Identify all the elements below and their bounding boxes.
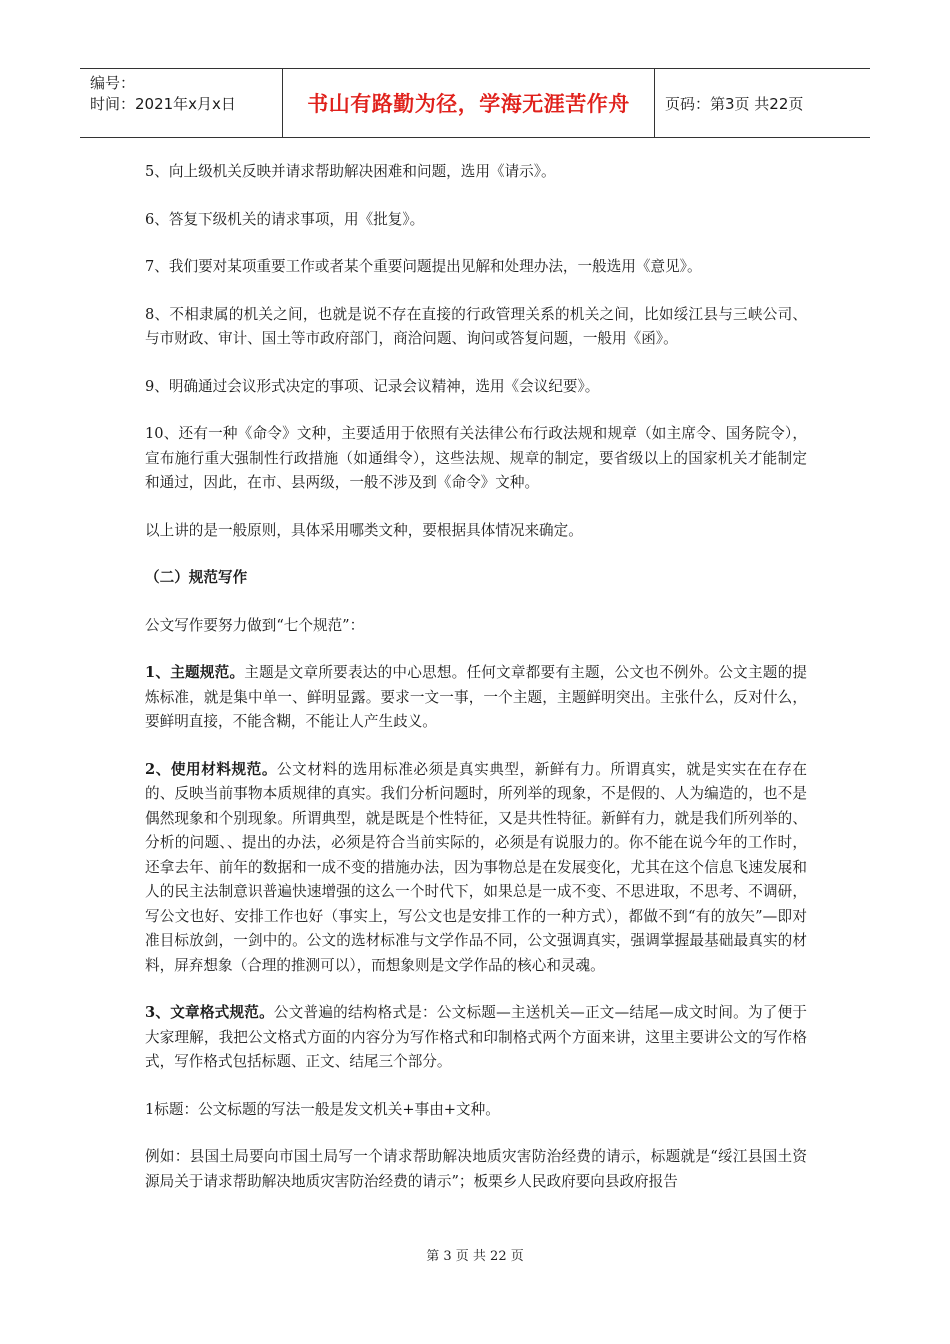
paragraph-text: 1标题：公文标题的写法一般是发文机关+事由+文种。 <box>145 1100 500 1118</box>
section-heading-text: （二）规范写作 <box>145 569 248 586</box>
paragraph <box>145 1145 807 1194</box>
paragraph <box>145 614 807 639</box>
page-footer: 第 3 页 共 22 页 <box>426 1249 524 1264</box>
paragraph-lead: 1、主题规范。 <box>145 664 245 681</box>
header-motto: 书山有路勤为径，学海无涯苦作舟 <box>307 92 630 116</box>
header-motto-cell <box>283 69 655 137</box>
paragraph <box>145 303 807 352</box>
header-page-info: 页码：第3页 共22页 <box>665 94 804 113</box>
paragraph <box>145 255 807 280</box>
paragraph-text: 公文材料的选用标准必须是真实典型，新鲜有力。所谓真实，就是实实在在存在的、反映当前事物本质规律的真实。我们分析问题时，所列举的现象，不是假的、人为编造的，也不是偶然现象和个别现象。所谓典型，就是既是个性特征，又是共性特征。新鲜有力，就是我们所列举的、分析的问题、、提出的办法，必须是符合当前实际的，必须是有说服力的。你不能在说今年的工作时，还拿去年、前年的数据和一成不变的措施办法，因为事物总是在发展变化，尤其在这个信息飞速发展和人的民主法制意识普遍快速增强的这么一个时代下，如果总是一成不变、不思进取，不思考、不调研，写公文也好、安排工作也好（事实上，写公文也是安排工作的一种方式），都做不到“有的放矢”—即对准目标放剑，一剑中的。公文的选材标准与文学作品不同，公文强调真实，强调掌握最基础最真实的材料，屏弃想象（合理的推测可以），而想象则是文学作品的核心和灵魂。 <box>145 760 807 974</box>
paragraph-text: 主题是文章所要表达的中心思想。任何文章都要有主题，公文也不例外。公文主题的提炼标准，就是集中单一、鲜明显露。要求一文一事，一个主题，主题鲜明突出。主张什么，反对什么，要鲜明直接，不能含糊，不能让人产生歧义。 <box>145 664 807 730</box>
paragraph-text: 5、向上级机关反映并请求帮助解决困难和问题，选用《请示》。 <box>145 163 556 180</box>
paragraph <box>145 1098 807 1123</box>
paragraph-text: 9、明确通过会议形式决定的事项、记录会议精神，选用《会议纪要》。 <box>145 377 600 395</box>
paragraph-text: 以上讲的是一般原则，具体采用哪类文种，要根据具体情况来确定。 <box>145 521 583 539</box>
paragraph-text: 例如：县国土局要向市国土局写一个请求帮助解决地质灾害防治经费的请示，标题就是“绥江县国土资源局关于请求帮助解决地质灾害防治经费的请示”；板栗乡人民政府要向县政府报告 <box>145 1148 807 1190</box>
paragraph <box>145 375 807 400</box>
document-date: 时间：2021年x月x日 <box>90 95 236 113</box>
paragraph-text: 6、答复下级机关的请求事项，用《批复》。 <box>145 210 425 228</box>
header-meta <box>80 69 283 137</box>
document-body <box>145 160 807 1217</box>
paragraph <box>145 1001 807 1075</box>
paragraph <box>145 661 807 735</box>
paragraph-text: 公文普遍的结构格式是：公文标题—主送机关—正文—结尾—成文时间。为了便于大家理解，我把公文格式方面的内容分为写作格式和印制格式两个方面来讲，这里主要讲公文的写作格式，写作格式包括标题、正文、结尾三个部分。 <box>145 1004 807 1070</box>
paragraph <box>145 160 807 185</box>
paragraph-lead: 3、文章格式规范。 <box>145 1004 274 1021</box>
document-number-label: 编号： <box>90 74 136 92</box>
paragraph <box>145 758 807 979</box>
paragraph-text: 公文写作要努力做到“七个规范”： <box>145 616 365 634</box>
paragraph <box>145 519 807 544</box>
paragraph-lead: 2、使用材料规范。 <box>145 760 277 778</box>
section-heading <box>145 566 807 591</box>
paragraph-text: 10、还有一种《命令》文种，主要适用于依照有关法律公布行政法规和规章（如主席令、国务院令），宣布施行重大强制性行政措施（如通缉令），这些法规、规章的制定，要省级以上的国家机关才能制定和通过，因此，在市、县两级，一般不涉及到《命令》文种。 <box>145 425 807 491</box>
paragraph-text: 8、不相隶属的机关之间，也就是说不存在直接的行政管理关系的机关之间，比如绥江县与三峡公司、与市财政、审计、国土等市政府部门，商洽问题、询问或答复问题，一般用《函》。 <box>145 305 807 347</box>
paragraph <box>145 422 807 496</box>
page-header <box>80 68 870 138</box>
paragraph-text: 7、我们要对某项重要工作或者某个重要问题提出见解和处理办法，一般选用《意见》。 <box>145 258 702 275</box>
paragraph <box>145 208 807 233</box>
